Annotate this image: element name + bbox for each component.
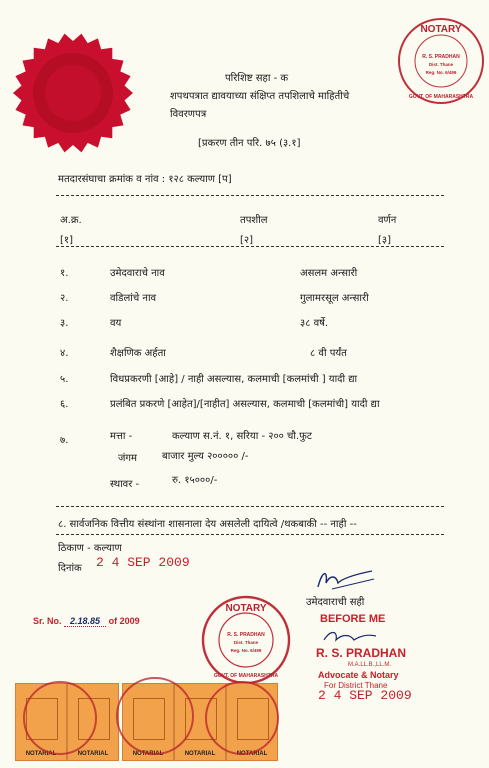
serial-prefix: Sr. No. bbox=[33, 616, 62, 626]
place: ठिकाण - कल्याण bbox=[58, 543, 122, 554]
seal-name: R. S. PRADHAN bbox=[422, 54, 460, 60]
seal-top-label: NOTARY bbox=[225, 603, 267, 614]
constituency: मतदारसंघाचा क्रमांक व नांव : १२८ कल्याण [प] bbox=[58, 174, 232, 185]
divider-2 bbox=[56, 246, 444, 247]
row-value: ८ वी पर्यंत bbox=[310, 348, 347, 359]
signature-label: उमेदवाराची सही bbox=[306, 597, 365, 608]
seal-name: R. S. PRADHAN bbox=[227, 632, 265, 638]
stamp-label: NOTARIAL bbox=[25, 751, 57, 757]
serial-number-line bbox=[33, 616, 140, 626]
row-label: शैक्षणिक अर्हता bbox=[110, 348, 166, 359]
header-line-2: शपथपत्रात द्यावयाच्या संक्षिप्त तपशिलाचे माहितीचे bbox=[170, 91, 350, 102]
seal-bottom: GOVT. OF MAHARASHTRA bbox=[408, 94, 474, 100]
row-num: २. bbox=[60, 293, 69, 304]
notary-date: 2 4 SEP 2009 bbox=[318, 688, 412, 703]
row-num: १. bbox=[60, 268, 69, 279]
row-value: ३८ वर्षे. bbox=[300, 318, 329, 329]
divider-3 bbox=[56, 506, 444, 507]
stamp-label: NOTARIAL bbox=[184, 751, 216, 757]
row-num: ६. bbox=[60, 399, 69, 410]
row-num: ५. bbox=[60, 374, 69, 385]
stamp-label: NOTARIAL bbox=[132, 751, 164, 757]
header-line-3: विवरणपत्र bbox=[170, 109, 207, 120]
liability: ८. सार्वजनिक वित्तीय संस्थांना शासनाला देय असलेली दायित्वे /थकबाकी -- नाही -- bbox=[58, 519, 357, 530]
notary-signature bbox=[320, 626, 380, 648]
serial-suffix: of 2009 bbox=[108, 616, 140, 626]
row-num: ४. bbox=[60, 348, 69, 359]
assets-movable: जंगम bbox=[118, 453, 138, 464]
col-header-detail: तपशील bbox=[240, 215, 268, 226]
row-label: वय bbox=[110, 318, 122, 329]
notary-district: For District Thane bbox=[324, 681, 388, 690]
header-line-4: [प्रकरण तीन परि. ७५ (३.१] bbox=[198, 138, 301, 149]
row-label: उमेदवाराचे नाव bbox=[110, 268, 165, 279]
row-num: ३. bbox=[60, 318, 69, 329]
divider-4 bbox=[56, 534, 444, 535]
row-label: वडिलांचे नाव bbox=[110, 293, 157, 304]
notary-degree: M.A.LL.B.,LL.M. bbox=[348, 662, 392, 668]
col-header-serial: अ.क्र. bbox=[60, 215, 82, 226]
seal-bottom: GOVT. OF MAHARASHTRA bbox=[213, 673, 279, 679]
notary-name: R. S. PRADHAN bbox=[316, 646, 407, 660]
row-text: प्रलंबित प्रकरणे [आहेत]/[नाहीत] असल्यास, कलमाची [कलमांची] यादी द्या bbox=[110, 399, 380, 410]
notary-title: Advocate & Notary bbox=[318, 670, 399, 680]
assets-immovable: स्थावर - bbox=[110, 479, 140, 490]
seal-region: Dist. Thane bbox=[233, 640, 259, 645]
seal-reg: Reg. No. 6/499 bbox=[425, 70, 457, 75]
date-label: दिनांक bbox=[58, 563, 82, 574]
col-number-3: [३] bbox=[378, 235, 392, 246]
col-number-2: [२] bbox=[240, 235, 254, 246]
col-number-1: [१] bbox=[60, 235, 74, 246]
notary-seal-top bbox=[396, 16, 486, 106]
red-wax-seal bbox=[10, 30, 136, 156]
stamp-seal-rings bbox=[10, 670, 290, 768]
stamp-label: NOTARIAL bbox=[77, 751, 109, 757]
assets-num: ७. bbox=[60, 435, 69, 446]
row-text: विधप्रकरणी [आहे] / नाही असल्यास, कलमाची [कलमांची ] यादी द्या bbox=[110, 374, 358, 385]
serial-number: 2.18.85 bbox=[64, 616, 106, 627]
date-stamp: 2 4 SEP 2009 bbox=[96, 555, 190, 570]
col-header-description: वर्णन bbox=[378, 215, 397, 226]
assets-label: मत्ता - bbox=[110, 431, 133, 442]
assets-immovable-value: रु. १५०००/- bbox=[172, 475, 218, 486]
row-value: असलम अन्सारी bbox=[300, 268, 358, 279]
header-line-1: परिशिष्ट सहा - क bbox=[225, 73, 289, 84]
assets-market-value: बाजार मुल्य २००००० /- bbox=[162, 451, 249, 462]
before-me: BEFORE ME bbox=[320, 613, 386, 625]
divider-1 bbox=[56, 195, 444, 196]
assets-land: कल्याण स.नं. १, सरिया - २०० चौ.फुट bbox=[172, 431, 312, 442]
row-value: गुलामरसूल अन्सारी bbox=[300, 293, 369, 304]
seal-reg: Reg. No. 6/499 bbox=[230, 648, 262, 653]
stamp-label: NOTARIAL bbox=[236, 751, 268, 757]
candidate-signature bbox=[312, 565, 382, 595]
seal-region: Dist. Thane bbox=[428, 62, 454, 67]
seal-top-label: NOTARY bbox=[420, 24, 462, 35]
